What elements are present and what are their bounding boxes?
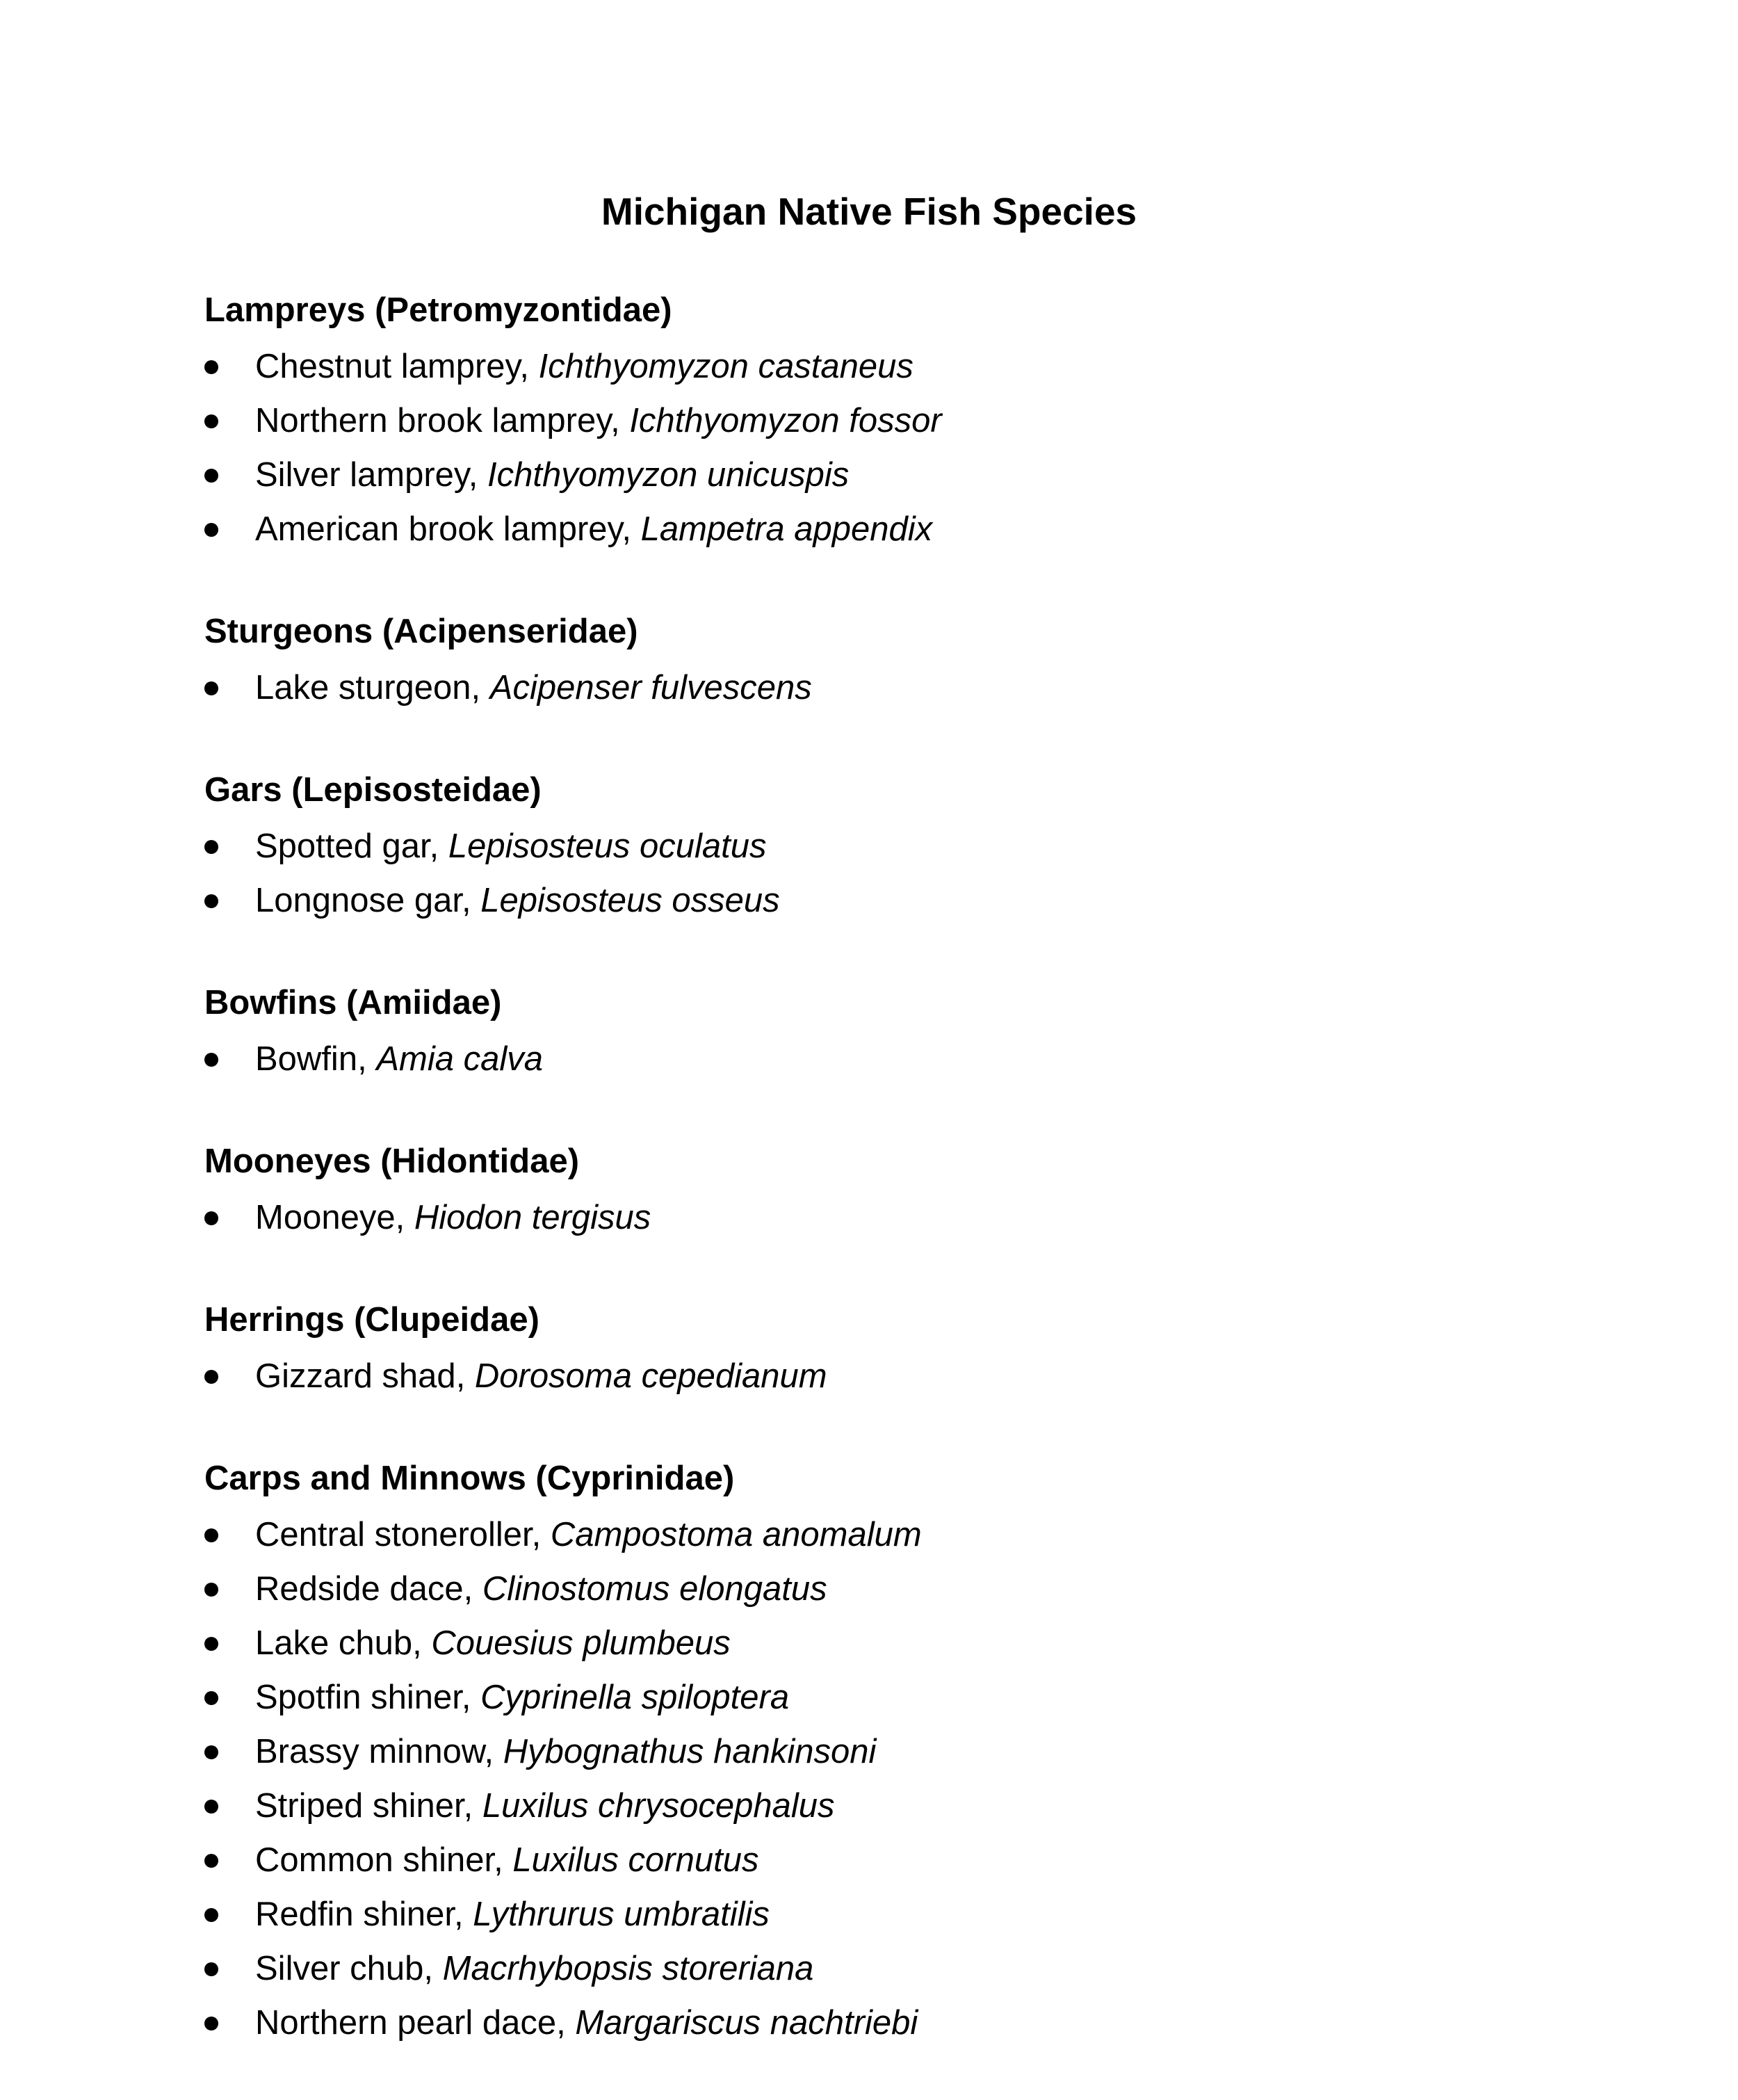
common-name: Northern brook lamprey, [255, 402, 630, 439]
bullet-icon [204, 681, 218, 695]
common-name: Striped shiner, [255, 1787, 482, 1825]
family-heading: Bowfins (Amiidae) [204, 984, 502, 1021]
family-heading: Herrings (Clupeidae) [204, 1301, 539, 1339]
species-list-item [204, 1725, 1595, 1779]
scientific-name: Hiodon tergisus [414, 1199, 651, 1236]
scientific-name: Macrhybopsis storeriana [442, 1950, 814, 1987]
common-name: Lake chub, [255, 1624, 432, 1662]
scientific-name: Lepisosteus oculatus [448, 827, 767, 865]
scientific-name: Acipenser fulvescens [489, 669, 812, 706]
bullet-icon [204, 1583, 218, 1597]
common-name: American brook lamprey, [255, 510, 641, 548]
bullet-icon [204, 1528, 218, 1542]
species-list-item [204, 1670, 1595, 1725]
common-name: Chestnut lamprey, [255, 348, 539, 385]
scientific-name: Hybognathus hankinsoni [503, 1733, 877, 1770]
common-name: Silver lamprey, [255, 456, 488, 494]
species-list-item [204, 339, 1595, 394]
species-list-item [204, 1887, 1595, 1941]
species-list-item [204, 661, 1595, 715]
species-list-item [204, 1833, 1595, 1887]
species-list-item [204, 394, 1595, 448]
common-name: Lake sturgeon, [255, 669, 490, 706]
species-list-item [204, 1616, 1595, 1670]
family-heading: Carps and Minnows (Cyprinidae) [204, 1460, 735, 1497]
common-name: Redfin shiner, [255, 1896, 473, 1933]
bullet-icon [204, 1854, 218, 1868]
common-name: Northern pearl dace, [255, 2004, 576, 2042]
species-list-item [204, 502, 1595, 556]
bullet-icon [204, 414, 218, 428]
species-content [204, 285, 1595, 2100]
scientific-name: Margariscus nachtriebi [575, 2004, 918, 2042]
bullet-icon [204, 1908, 218, 1922]
family-heading: Sturgeons (Acipenseridae) [204, 613, 638, 650]
bullet-icon [204, 1637, 218, 1651]
scientific-name: Lythrurus umbratilis [473, 1896, 770, 1933]
species-list-item [204, 1508, 1595, 1562]
bullet-icon [204, 1800, 218, 1814]
scientific-name: Ichthyomyzon castaneus [538, 348, 913, 385]
family-section [204, 1453, 1595, 2050]
species-list [204, 1508, 1595, 2050]
family-section [204, 978, 1595, 1086]
scientific-name: Campostoma anomalum [550, 1516, 922, 1553]
species-list-item [204, 1190, 1595, 1245]
scientific-name: Couesius plumbeus [431, 1624, 731, 1662]
scientific-name: Ichthyomyzon fossor [629, 402, 942, 439]
common-name: Brassy minnow, [255, 1733, 503, 1770]
scientific-name: Cyprinella spiloptera [480, 1679, 790, 1716]
family-section [204, 606, 1595, 715]
bullet-icon [204, 469, 218, 483]
bullet-icon [204, 840, 218, 854]
bullet-icon [204, 894, 218, 908]
page-title: Michigan Native Fish Species [601, 190, 1137, 233]
species-list [204, 819, 1595, 928]
common-name: Central stoneroller, [255, 1516, 551, 1553]
scientific-name: Luxilus chrysocephalus [482, 1787, 835, 1825]
common-name: Spotfin shiner, [255, 1679, 481, 1716]
family-section [204, 285, 1595, 556]
bullet-icon [204, 1962, 218, 1976]
family-heading: Mooneyes (Hidontidae) [204, 1142, 580, 1180]
family-section [204, 765, 1595, 928]
scientific-name: Ichthyomyzon unicuspis [487, 456, 850, 494]
common-name: Gizzard shad, [255, 1357, 475, 1395]
scientific-name: Dorosoma cepedianum [474, 1357, 827, 1395]
species-list-item [204, 819, 1595, 873]
common-name: Longnose gar, [255, 882, 481, 919]
scientific-name: Lepisosteus osseus [480, 882, 780, 919]
bullet-icon [204, 1053, 218, 1067]
species-list [204, 1190, 1595, 1245]
bullet-icon [204, 2017, 218, 2030]
scientific-name: Amia calva [376, 1040, 543, 1078]
species-list [204, 1032, 1595, 1086]
species-list-item [204, 448, 1595, 502]
scientific-name: Clinostomus elongatus [482, 1570, 827, 1608]
bullet-icon [204, 1745, 218, 1759]
scientific-name: Lampetra appendix [640, 510, 933, 548]
common-name: Mooneye, [255, 1199, 414, 1236]
species-list-item [204, 1996, 1595, 2050]
species-list-item [204, 1349, 1595, 1403]
species-list-item [204, 1779, 1595, 1833]
bullet-icon [204, 1211, 218, 1225]
bullet-icon [204, 1691, 218, 1705]
common-name: Silver chub, [255, 1950, 443, 1987]
bullet-icon [204, 360, 218, 374]
family-heading: Gars (Lepisosteidae) [204, 771, 542, 809]
species-list-item [204, 1562, 1595, 1616]
common-name: Redside dace, [255, 1570, 482, 1608]
bullet-icon [204, 523, 218, 537]
scientific-name: Luxilus cornutus [512, 1841, 759, 1879]
species-list-item [204, 1032, 1595, 1086]
species-list [204, 339, 1595, 556]
common-name: Bowfin, [255, 1040, 377, 1078]
family-section [204, 1295, 1595, 1403]
common-name: Spotted gar, [255, 827, 448, 865]
common-name: Common shiner, [255, 1841, 513, 1879]
bullet-icon [204, 1370, 218, 1384]
species-list-item [204, 1941, 1595, 1996]
species-list [204, 661, 1595, 715]
family-section [204, 1136, 1595, 1245]
species-list-item [204, 873, 1595, 928]
family-heading: Lampreys (Petromyzontidae) [204, 291, 672, 329]
species-list [204, 1349, 1595, 1403]
